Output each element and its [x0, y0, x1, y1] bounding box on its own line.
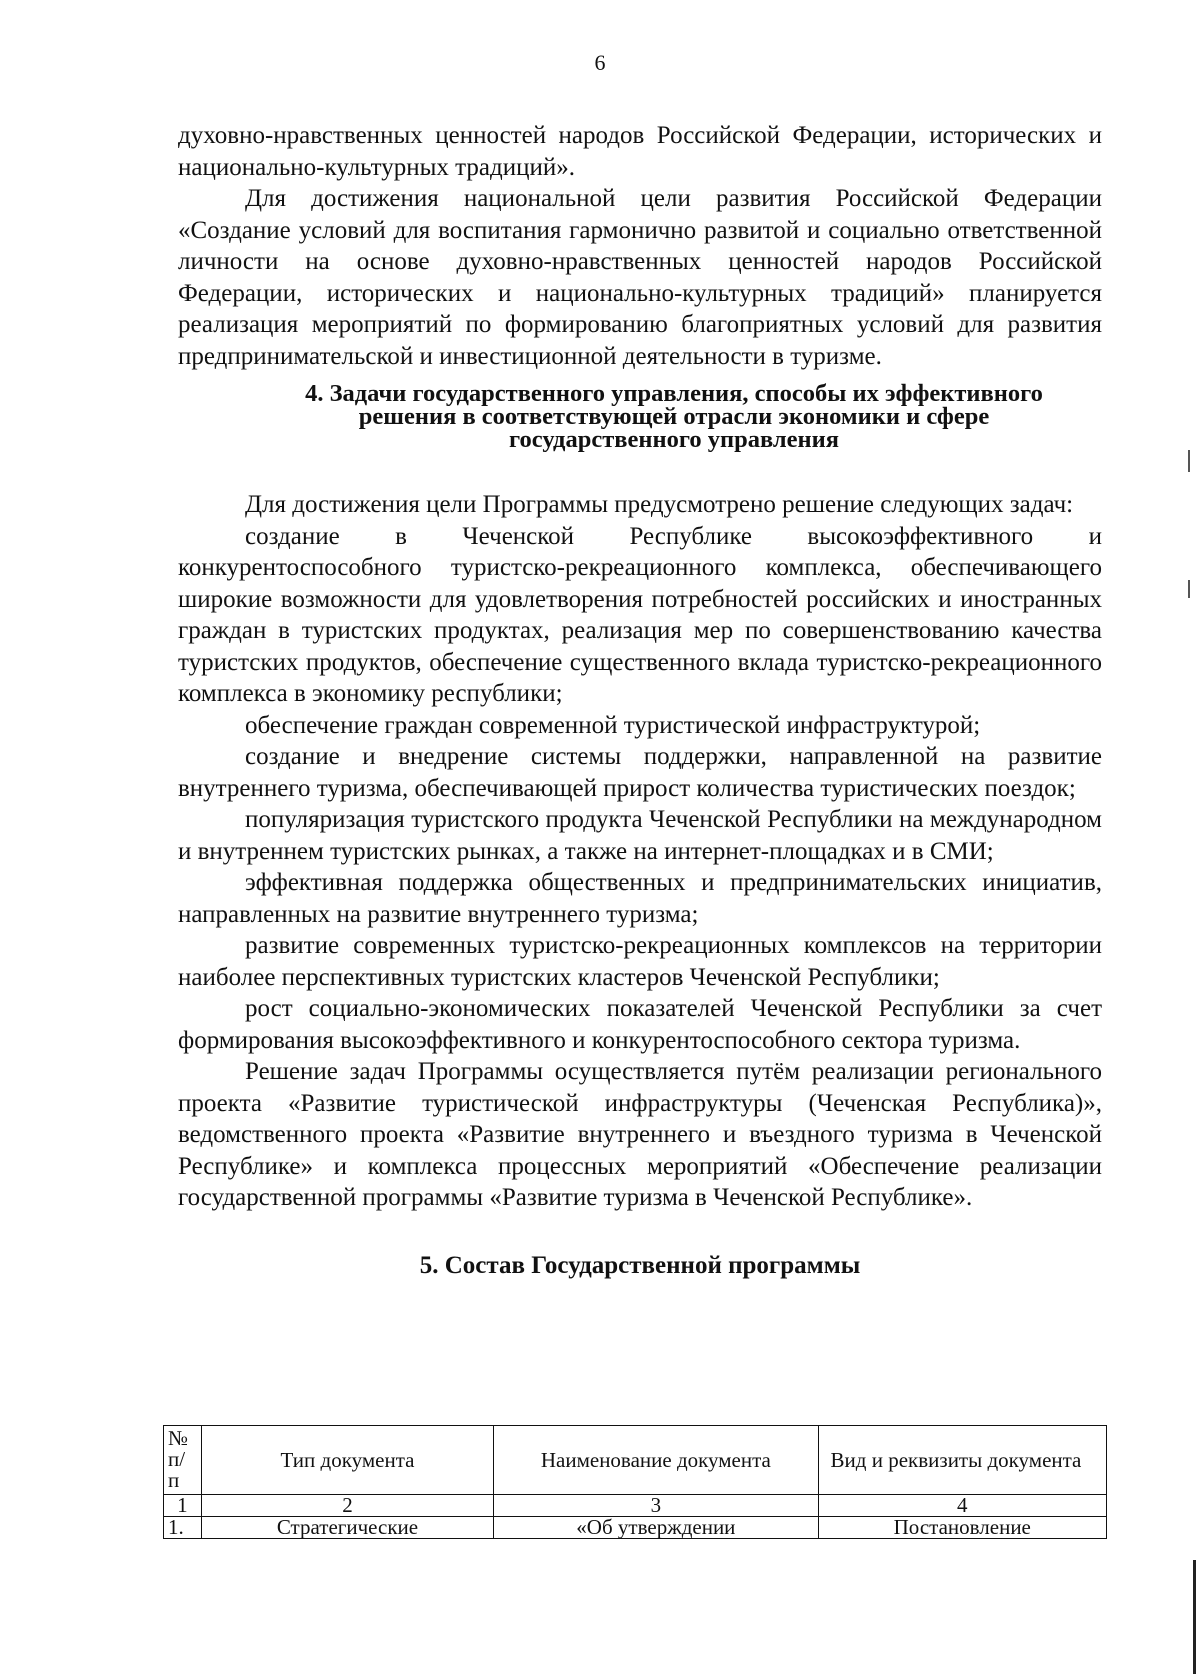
- scan-edge: [1193, 1560, 1196, 1674]
- scan-mark: [1188, 450, 1190, 472]
- paragraph-task-item: эффективная поддержка общественных и предпринимательских инициатив, направленных на развитие внутреннего туризма;: [178, 869, 1102, 928]
- document-body: [178, 120, 1102, 1281]
- table-header-cell: Тип документа: [201, 1426, 493, 1495]
- table-cell: 4: [818, 1495, 1106, 1517]
- paragraph-national-goal: Для достижения национальной цели развития Российской Федерации «Создание условий для воспитания гармонично развитой и социально ответственной личности на основе духовно-нравственных ценностей народов Российской Федерации, исторических и национально-культурных традиций» планируется реализация мероприятий по формированию благоприятных условий для развития предпринимательской и инвестиционной деятельности в туризме.: [178, 185, 1102, 370]
- table-cell: Постановление: [818, 1517, 1106, 1539]
- paragraph-implementation: Решение задач Программы осуществляется путём реализации регионального проекта «Развитие туристической инфраструктуры (Чеченская Республика)», ведомственного проекта «Развитие внутреннего и въездного туризма в Чеченской Республике» и комплекса процессных мероприятий «Обеспечение реализации государственной программы «Развитие туризма в Чеченской Республике».: [178, 1058, 1102, 1211]
- table-cell: 1.: [164, 1517, 202, 1539]
- table-header-cell: Наименование документа: [494, 1426, 818, 1495]
- table-header-row: [164, 1426, 1107, 1495]
- page-number: 6: [594, 50, 606, 75]
- section-4-heading-line: 4. Задачи государственного управления, способы их эффективного: [305, 380, 1043, 407]
- scan-mark: [1188, 580, 1190, 598]
- section-4-heading-line: решения в соответствующей отрасли экономики и сфере: [358, 403, 990, 430]
- table-cell: Стратегические: [201, 1517, 493, 1539]
- table-cell: 1: [164, 1495, 202, 1517]
- paragraph-task-item: популяризация туристского продукта Чеченской Республики на международном и внутреннем туристских рынках, а также на интернет-площадках и в СМИ;: [178, 806, 1102, 865]
- section-5-heading: 5. Состав Государственной программы: [419, 1251, 861, 1279]
- table-cell: «Об утверждении: [494, 1517, 818, 1539]
- paragraph-tasks-intro: Для достижения цели Программы предусмотрено решение следующих задач:: [245, 491, 1074, 518]
- paragraph-task-item: рост социально-экономических показателей Чеченской Республики за счет формирования высокоэффективного и конкурентоспособного сектора туризма.: [178, 995, 1102, 1054]
- program-composition-table: [163, 1425, 1107, 1539]
- section-4-heading-line: государственного управления: [509, 426, 839, 453]
- section-4-heading: [246, 382, 1102, 451]
- paragraph-task-item: обеспечение граждан современной туристической инфраструктурой;: [245, 711, 981, 739]
- paragraph-task-item: создание в Чеченской Республике высокоэффективного и конкурентоспособного туристско-рекреационного комплекса, обеспечивающего широкие возможности для удовлетворения потребностей российских и иностранных граждан в туристских продуктах, реализация мер по совершенствованию качества туристских продуктов, обеспечение существенного вклада туристско-рекреационного комплекса в экономику республики;: [178, 522, 1102, 707]
- table-header-cell: Вид и реквизиты документа: [818, 1426, 1106, 1495]
- table-header-cell: № п/ п: [164, 1426, 202, 1495]
- table-cell: 3: [494, 1495, 818, 1517]
- table-numbering-row: [164, 1495, 1107, 1517]
- table-row: [164, 1517, 1107, 1539]
- paragraph-task-item: создание и внедрение системы поддержки, направленной на развитие внутреннего туризма, обеспечивающей прирост количества туристических поездок;: [178, 743, 1102, 802]
- table-cell: 2: [201, 1495, 493, 1517]
- paragraph-task-item: развитие современных туристско-рекреационных комплексов на территории наиболее перспективных туристских кластеров Чеченской Республики;: [178, 932, 1102, 991]
- paragraph-intro-continuation: духовно-нравственных ценностей народов Российской Федерации, исторических и национально-культурных традиций».: [178, 122, 1102, 181]
